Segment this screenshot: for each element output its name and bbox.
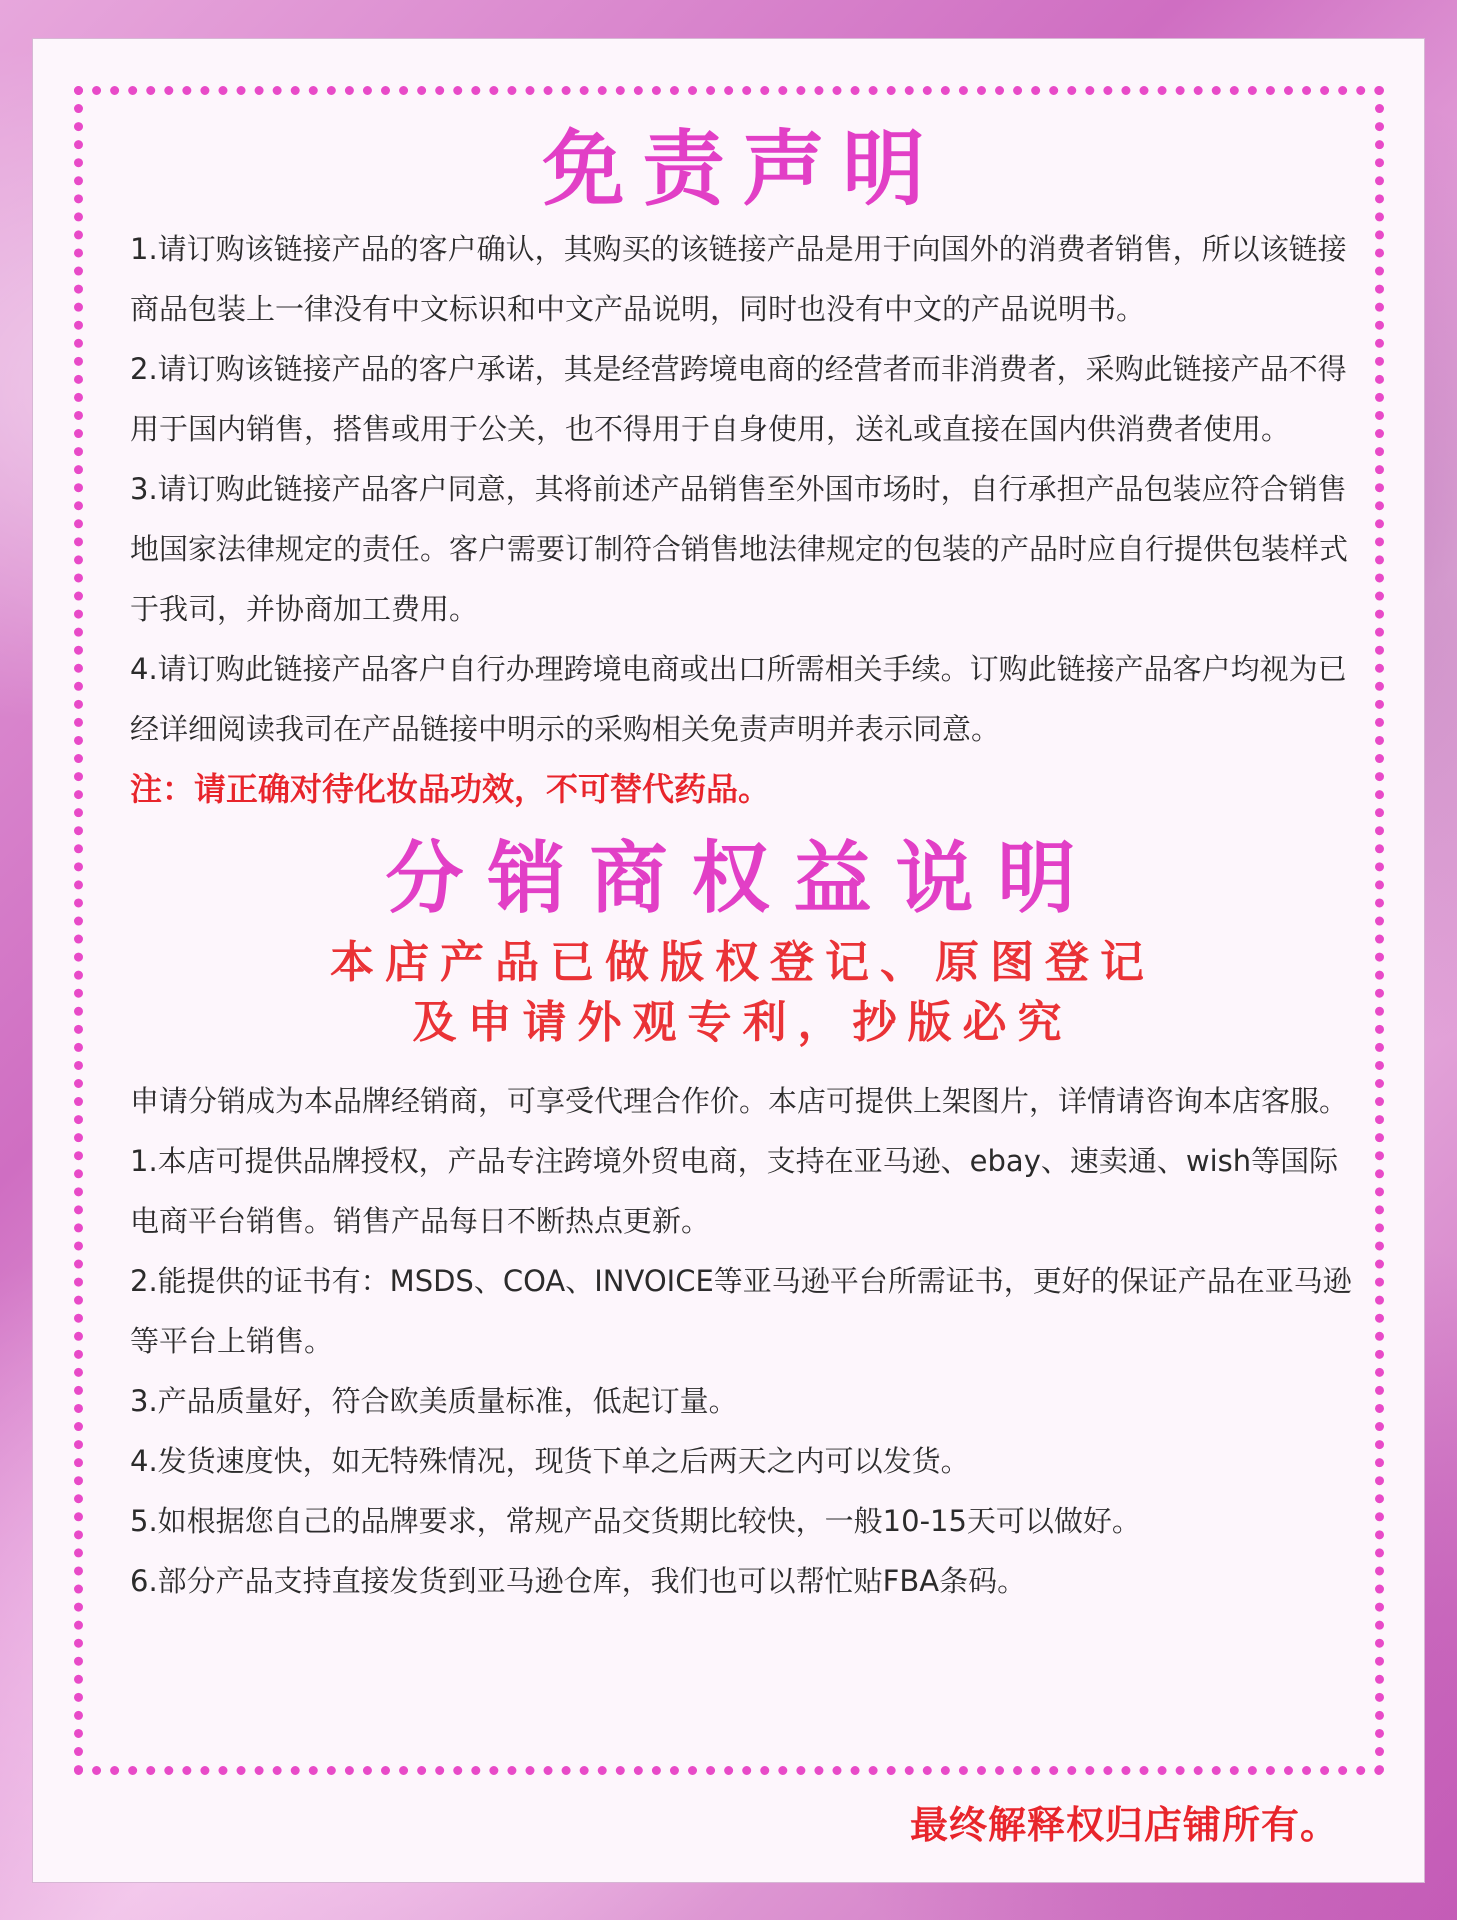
distributor-item-4: 4.发货速度快，如无特殊情况，现货下单之后两天之内可以发货。: [130, 1444, 970, 1478]
copyright-line-1: 本店产品已做版权登记、原图登记: [330, 937, 1155, 988]
distributor-title: 分销商权益说明: [385, 834, 1100, 924]
copyright-line-2: 及申请外观专利，抄版必究: [412, 997, 1073, 1048]
disclaimer-item-4: 4.请订购此链接产品客户自行办理跨境电商或出口所需相关手续。订购此链接产品客户均视为已经详细阅读我司在产品链接中明示的采购相关免责声明并表示同意。: [130, 652, 1347, 746]
distributor-item-6: 6.部分产品支持直接发货到亚马逊仓库，我们也可以帮忙贴FBA条码。: [130, 1564, 1027, 1598]
notice-panel: [32, 38, 1425, 1883]
disclaimer-item-1: 1.请订购该链接产品的客户确认，其购买的该链接产品是用于向国外的消费者销售，所以该链接商品包装上一律没有中文标识和中文产品说明，同时也没有中文的产品说明书。: [130, 232, 1347, 326]
footer-rights-statement: 最终解释权归店铺所有。: [909, 1803, 1339, 1847]
disclaimer-item-2: 2.请订购该链接产品的客户承诺，其是经营跨境电商的经营者而非消费者，采购此链接产品不得用于国内销售，搭售或用于公关，也不得用于自身使用，送礼或直接在国内供消费者使用。: [130, 352, 1347, 446]
distributor-item-2: 2.能提供的证书有：MSDS、COA、INVOICE等亚马逊平台所需证书，更好的保证产品在亚马逊等平台上销售。: [130, 1264, 1352, 1358]
distributor-intro: 申请分销成为本品牌经销商，可享受代理合作价。本店可提供上架图片，详情请咨询本店客服。: [130, 1084, 1349, 1118]
distributor-item-5: 5.如根据您自己的品牌要求，常规产品交货期比较快，一般10-15天可以做好。: [130, 1504, 1141, 1538]
copyright-notice: [130, 933, 1355, 1053]
distributor-item-3: 3.产品质量好，符合欧美质量标准，低起订量。: [130, 1384, 738, 1418]
disclaimer-item-3: 3.请订购此链接产品客户同意，其将前述产品销售至外国市场时，自行承担产品包装应符合销售地国家法律规定的责任。客户需要订制符合销售地法律规定的包装的产品时应自行提供包装样式于我司，并协商加工费用。: [130, 472, 1349, 626]
cosmetic-note: 注：请正确对待化妆品功效，不可替代药品。: [130, 770, 771, 808]
disclaimer-title: 免责声明: [542, 122, 943, 217]
distributor-item-1: 1.本店可提供品牌授权，产品专注跨境外贸电商，支持在亚马逊、ebay、速卖通、wish等国际电商平台销售。销售产品每日不断热点更新。: [130, 1144, 1339, 1238]
notice-content: [130, 121, 1355, 1611]
